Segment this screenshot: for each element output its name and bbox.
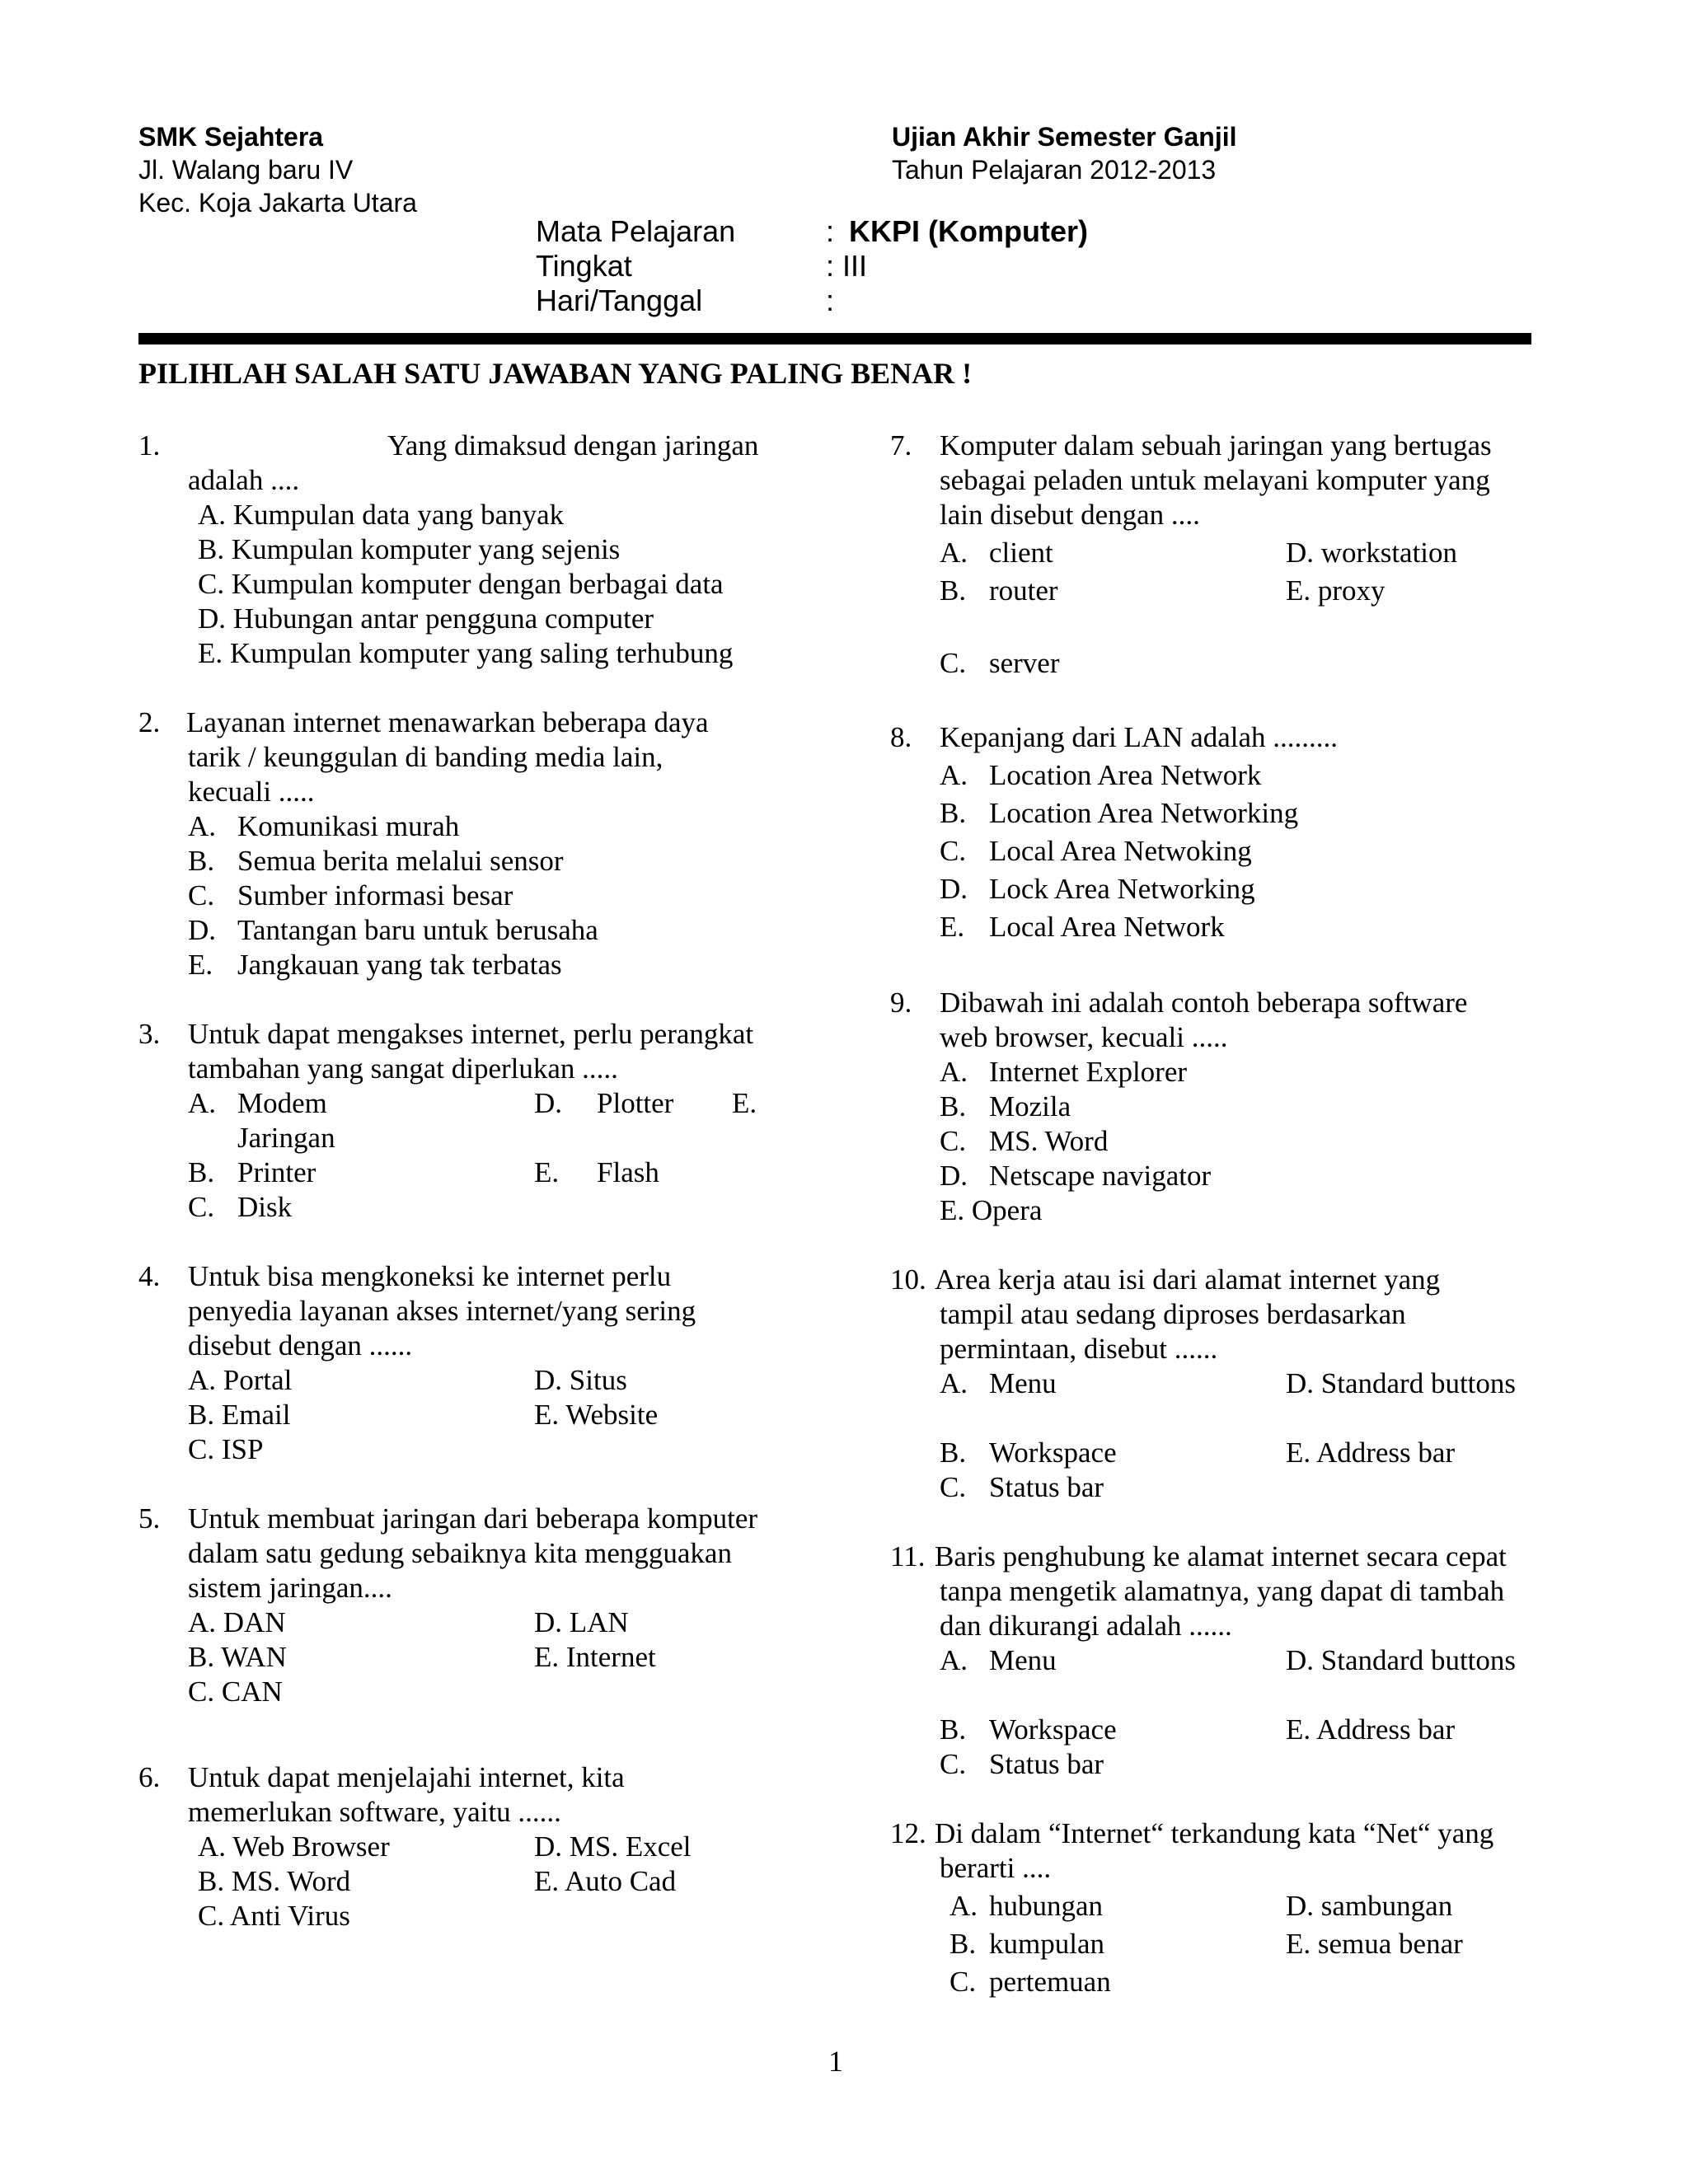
- option-letter: B.: [940, 574, 967, 607]
- option-e: E. Kumpulan komputer yang saling terhubung: [198, 637, 734, 669]
- question-text: disebut dengan ......: [188, 1329, 413, 1361]
- question-text: permintaan, disebut ......: [940, 1333, 1218, 1365]
- option-text: Netscape navigator: [989, 1160, 1212, 1192]
- question-text: Untuk membuat jaringan dari beberapa komputer: [188, 1502, 758, 1535]
- option-text: Status bar: [989, 1748, 1104, 1780]
- option-letter: A.: [940, 759, 968, 791]
- question-text: Layanan internet menawarkan beberapa daya: [186, 706, 709, 738]
- option-d: D. MS. Excel: [534, 1830, 692, 1863]
- option-e: E. Address bar: [1286, 1713, 1456, 1746]
- option-letter: E.: [188, 949, 213, 981]
- option-e: E. Website: [534, 1399, 659, 1431]
- option-letter: B.: [940, 797, 967, 829]
- date-label: Hari/Tanggal: [536, 284, 703, 317]
- option-letter: C.: [940, 1125, 967, 1157]
- question-text: Untuk dapat mengakses internet, perlu perangkat: [188, 1018, 754, 1050]
- option-text: Tantangan baru untuk berusaha: [237, 914, 598, 946]
- question-text: tampil atau sedang diproses berdasarkan: [940, 1298, 1406, 1330]
- question-text: dan dikurangi adalah ......: [940, 1610, 1232, 1642]
- option-text: Disk: [237, 1191, 293, 1223]
- option-letter: A.: [940, 1644, 968, 1676]
- option-text: Modem: [237, 1087, 327, 1119]
- question-text: Area kerja atau isi dari alamat internet yang: [935, 1263, 1441, 1296]
- question-number: 1.: [138, 429, 161, 462]
- option-letter: B.: [188, 1156, 215, 1188]
- exam-title: Ujian Akhir Semester Ganjil: [892, 122, 1237, 152]
- option-letter: B.: [940, 1713, 967, 1746]
- option-letter: B.: [188, 845, 215, 877]
- question-text: berarti ....: [940, 1852, 1052, 1884]
- option-text: Flash: [597, 1156, 659, 1188]
- option-letter: C.: [940, 1748, 967, 1780]
- option-letter: C.: [940, 835, 967, 867]
- option-letter: C.: [950, 1966, 977, 1998]
- option-b: B. Email: [188, 1399, 291, 1431]
- question-text: Kepanjang dari LAN adalah .........: [940, 721, 1339, 753]
- question-number: 8.: [890, 721, 912, 753]
- question-text: Dibawah ini adalah contoh beberapa software: [940, 987, 1468, 1019]
- option-d: D. Situs: [534, 1364, 627, 1396]
- header-divider: [138, 333, 1531, 344]
- question-number: 3.: [138, 1018, 161, 1050]
- school-address-line1: Jl. Walang baru IV: [138, 155, 354, 185]
- option-text: Semua berita melalui sensor: [237, 845, 564, 877]
- option-e: E. semua benar: [1286, 1928, 1463, 1960]
- option-text: Sumber informasi besar: [237, 879, 513, 912]
- question-text: sebagai peladen untuk melayani komputer yang: [940, 464, 1490, 496]
- option-text: Local Area Network: [989, 911, 1225, 943]
- option-text: Printer: [237, 1156, 316, 1188]
- school-address-line2: Kec. Koja Jakarta Utara: [138, 188, 417, 218]
- option-letter: A.: [940, 537, 968, 569]
- option-text: server: [989, 647, 1060, 679]
- option-text: Internet Explorer: [989, 1056, 1188, 1088]
- option-d: D. Hubungan antar pengguna computer: [198, 602, 654, 635]
- date-value: :: [826, 284, 835, 317]
- subject-colon: :: [826, 214, 835, 248]
- option-text: hubungan: [989, 1890, 1104, 1922]
- question-text: Yang dimaksud dengan jaringan: [387, 429, 759, 462]
- option-d: D. workstation: [1286, 537, 1458, 569]
- option-letter: A.: [940, 1056, 968, 1088]
- question-number: 9.: [890, 987, 912, 1019]
- option-text: client: [989, 537, 1053, 569]
- subject-value: KKPI (Komputer): [849, 214, 1088, 248]
- option-b: B. Kumpulan komputer yang sejenis: [198, 533, 621, 565]
- option-text: Status bar: [989, 1471, 1104, 1503]
- option-a: A. DAN: [188, 1606, 286, 1638]
- question-text: Untuk bisa mengkoneksi ke internet perlu: [188, 1260, 672, 1292]
- option-text: router: [989, 574, 1058, 607]
- option-letter: B.: [950, 1928, 977, 1960]
- option-a: A. Kumpulan data yang banyak: [198, 499, 565, 531]
- option-letter: C.: [940, 647, 967, 679]
- option-text: Komunikasi murah: [237, 810, 460, 842]
- option-text: kumpulan: [989, 1928, 1104, 1960]
- option-e: E. proxy: [1286, 574, 1386, 607]
- option-b: B. MS. Word: [198, 1865, 351, 1897]
- question-text: tanpa mengetik alamatnya, yang dapat di tambah: [940, 1575, 1505, 1607]
- grade-value: : III: [826, 249, 868, 283]
- option-letter: C.: [188, 1191, 215, 1223]
- option-letter: B.: [940, 1436, 967, 1469]
- option-letter: C.: [188, 879, 215, 912]
- question-number: 10.: [890, 1263, 926, 1296]
- option-b: B. WAN: [188, 1641, 287, 1673]
- option-a: A. Portal: [188, 1364, 293, 1396]
- option-letter: A.: [950, 1890, 978, 1922]
- question-text: tarik / keunggulan di banding media lain,: [188, 741, 663, 773]
- question-number: 11.: [890, 1540, 926, 1572]
- question-text: Di dalam “Internet“ terkandung kata “Net“ yang: [935, 1817, 1494, 1849]
- question-text: kecuali .....: [188, 776, 315, 808]
- option-letter: D.: [534, 1087, 563, 1119]
- option-c: C. Kumpulan komputer dengan berbagai data: [198, 568, 724, 600]
- instruction-heading: PILIHLAH SALAH SATU JAWABAN YANG PALING BENAR !: [138, 357, 973, 390]
- option-text: Plotter: [597, 1087, 674, 1119]
- option-c: C. CAN: [188, 1675, 283, 1708]
- option-c: C. Anti Virus: [198, 1900, 350, 1932]
- option-letter: C.: [940, 1471, 967, 1503]
- option-text: Workspace: [989, 1436, 1117, 1469]
- option-e: E. Opera: [940, 1194, 1043, 1226]
- option-text: Menu: [989, 1644, 1057, 1676]
- option-text: pertemuan: [989, 1966, 1111, 1998]
- question-number: 12.: [890, 1817, 926, 1849]
- question-text: web browser, kecuali .....: [940, 1021, 1228, 1053]
- question-number: 4.: [138, 1260, 161, 1292]
- option-letter: D.: [940, 1160, 968, 1192]
- option-text: Location Area Network: [989, 759, 1262, 791]
- option-text: Mozila: [989, 1090, 1071, 1122]
- question-text: Baris penghubung ke alamat internet secara cepat: [935, 1540, 1507, 1572]
- question-number: 6.: [138, 1761, 161, 1793]
- question-number: 2.: [138, 706, 161, 738]
- question-text: Untuk dapat menjelajahi internet, kita: [188, 1761, 625, 1793]
- question-text: penyedia layanan akses internet/yang sering: [188, 1295, 696, 1327]
- option-d: D. Standard buttons: [1286, 1644, 1517, 1676]
- option-letter: B.: [940, 1090, 967, 1122]
- subject-label: Mata Pelajaran: [536, 214, 736, 248]
- option-d: D. sambungan: [1286, 1890, 1453, 1922]
- question-text: sistem jaringan....: [188, 1572, 392, 1604]
- option-text: Jaringan: [237, 1122, 335, 1154]
- option-letter: A.: [188, 1087, 217, 1119]
- option-letter: A.: [940, 1367, 968, 1399]
- option-e: E. Auto Cad: [534, 1865, 677, 1897]
- option-d: D. Standard buttons: [1286, 1367, 1517, 1399]
- option-text: Location Area Networking: [989, 797, 1299, 829]
- academic-year: Tahun Pelajaran 2012-2013: [892, 155, 1217, 185]
- option-c: C. ISP: [188, 1433, 264, 1465]
- option-text: Menu: [989, 1367, 1057, 1399]
- option-text: Workspace: [989, 1713, 1117, 1746]
- question-text: memerlukan software, yaitu ......: [188, 1796, 561, 1828]
- grade-label: Tingkat: [536, 249, 632, 283]
- question-text: adalah ....: [188, 464, 300, 496]
- question-number: 7.: [890, 429, 912, 462]
- option-letter: E.: [940, 911, 965, 943]
- option-text: Lock Area Networking: [989, 873, 1255, 905]
- option-e: E. Internet: [534, 1641, 656, 1673]
- question-number: 5.: [138, 1502, 161, 1535]
- question-text: tambahan yang sangat diperlukan .....: [188, 1052, 618, 1085]
- question-text: lain disebut dengan ....: [940, 499, 1200, 531]
- option-letter: D.: [940, 873, 968, 905]
- option-letter: D.: [188, 914, 217, 946]
- option-letter: E.: [534, 1156, 560, 1188]
- school-name: SMK Sejahtera: [138, 122, 324, 152]
- option-letter: E.: [732, 1087, 757, 1119]
- option-text: Local Area Netwoking: [989, 835, 1252, 867]
- option-e: E. Address bar: [1286, 1436, 1456, 1469]
- question-text: dalam satu gedung sebaiknya kita mengguakan: [188, 1537, 732, 1569]
- option-text: Jangkauan yang tak terbatas: [237, 949, 562, 981]
- option-letter: A.: [188, 810, 217, 842]
- option-d: D. LAN: [534, 1606, 629, 1638]
- page-number: 1: [828, 2045, 843, 2078]
- option-a: A. Web Browser: [198, 1830, 390, 1863]
- question-text: Komputer dalam sebuah jaringan yang bertugas: [940, 429, 1492, 462]
- option-text: MS. Word: [989, 1125, 1109, 1157]
